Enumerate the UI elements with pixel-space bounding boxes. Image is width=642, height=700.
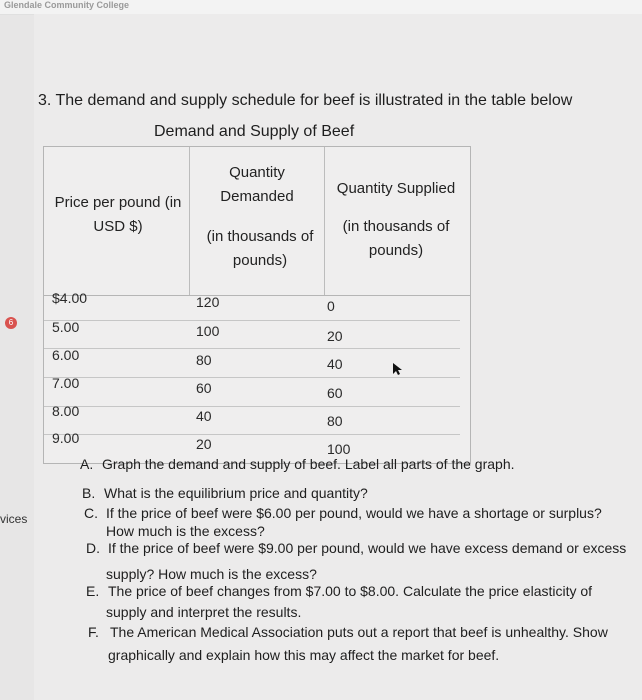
cell-qs: 60 [327,385,343,401]
header-qd [190,161,324,209]
item-label: E. [86,583,100,599]
cell-price: 8.00 [52,403,80,419]
header-divider [44,295,470,296]
item-text: What is the equilibrium price and quantity? [104,485,368,501]
header-qs-line2: (in thousands of [342,218,450,235]
cell-qd: 120 [196,294,220,310]
header-price [48,191,188,239]
cell-price: 6.00 [52,347,80,363]
cell-qs: 80 [327,413,343,429]
item-d-continued: supply? How much is the excess? [106,566,317,582]
cell-qd: 60 [196,380,212,396]
row-divider [44,320,460,321]
header-qs [325,177,467,201]
cell-qd: 100 [196,323,220,339]
question-text: 3. The demand and supply schedule for beef is illustrated in the table below [38,92,573,109]
cell-qd: 40 [196,408,212,424]
header-qd-line3: (in thousands of [206,228,314,245]
question-item-c [84,505,602,522]
question-item-d [86,540,626,557]
row-divider [44,348,460,349]
header-price-line1: Price per pound (in [54,194,182,211]
sidebar-services-label[interactable]: vices [0,512,28,526]
item-f-continued: graphically and explain how this may affect the market for beef. [108,647,500,663]
cell-price: $4.00 [52,290,88,306]
question-item-f [88,624,608,641]
item-label: A. [80,456,94,472]
cell-qd: 20 [196,436,212,452]
header-qs-units [325,215,467,263]
cell-qs: 0 [327,298,335,314]
header-qd-line1: Quantity [229,164,285,181]
item-text: The price of beef changes from $7.00 to $8.00. Calculate the price elasticity of [108,583,593,599]
cell-price: 9.00 [52,430,80,446]
notification-badge[interactable]: 6 [5,317,17,329]
college-name: Glendale Community College [4,0,130,10]
item-label: B. [82,485,96,501]
row-divider [44,406,460,407]
question-item-e [86,583,592,600]
cell-price: 7.00 [52,375,80,391]
item-label: F. [88,624,99,640]
table-title: Demand and Supply of Beef [154,123,355,140]
item-text: If the price of beef were $9.00 per pound, would we have excess demand or excess [108,540,627,556]
item-text: Graph the demand and supply of beef. Label all parts of the graph. [102,456,515,472]
item-e-continued: supply and interpret the results. [106,604,302,620]
header-qs-line3: pounds) [368,242,424,259]
header-qs-line1: Quantity Supplied [336,180,456,197]
header-qd-line4: pounds) [232,252,288,269]
question-item-b [82,485,368,502]
row-divider [44,434,460,435]
item-label: D. [86,540,100,556]
item-text: If the price of beef were $6.00 per pound, would we have a shortage or surplus? [106,505,602,521]
cell-price: 5.00 [52,319,80,335]
header-qd-line2: Demanded [220,188,294,205]
cell-qs: 40 [327,356,343,372]
cell-qs: 20 [327,328,343,344]
row-divider [44,377,460,378]
question-item-a [80,456,515,473]
item-c-continued: How much is the excess? [106,523,265,539]
cell-qd: 80 [196,352,212,368]
header-bar [0,0,642,15]
item-text: The American Medical Association puts out a report that beef is unhealthy. Show [110,624,608,640]
header-qd-units [190,225,330,273]
schedule-table [43,146,471,464]
mouse-cursor-icon [392,362,404,376]
header-price-line2: USD $) [93,218,143,235]
item-label: C. [84,505,98,521]
cell-qs: 100 [327,441,351,457]
